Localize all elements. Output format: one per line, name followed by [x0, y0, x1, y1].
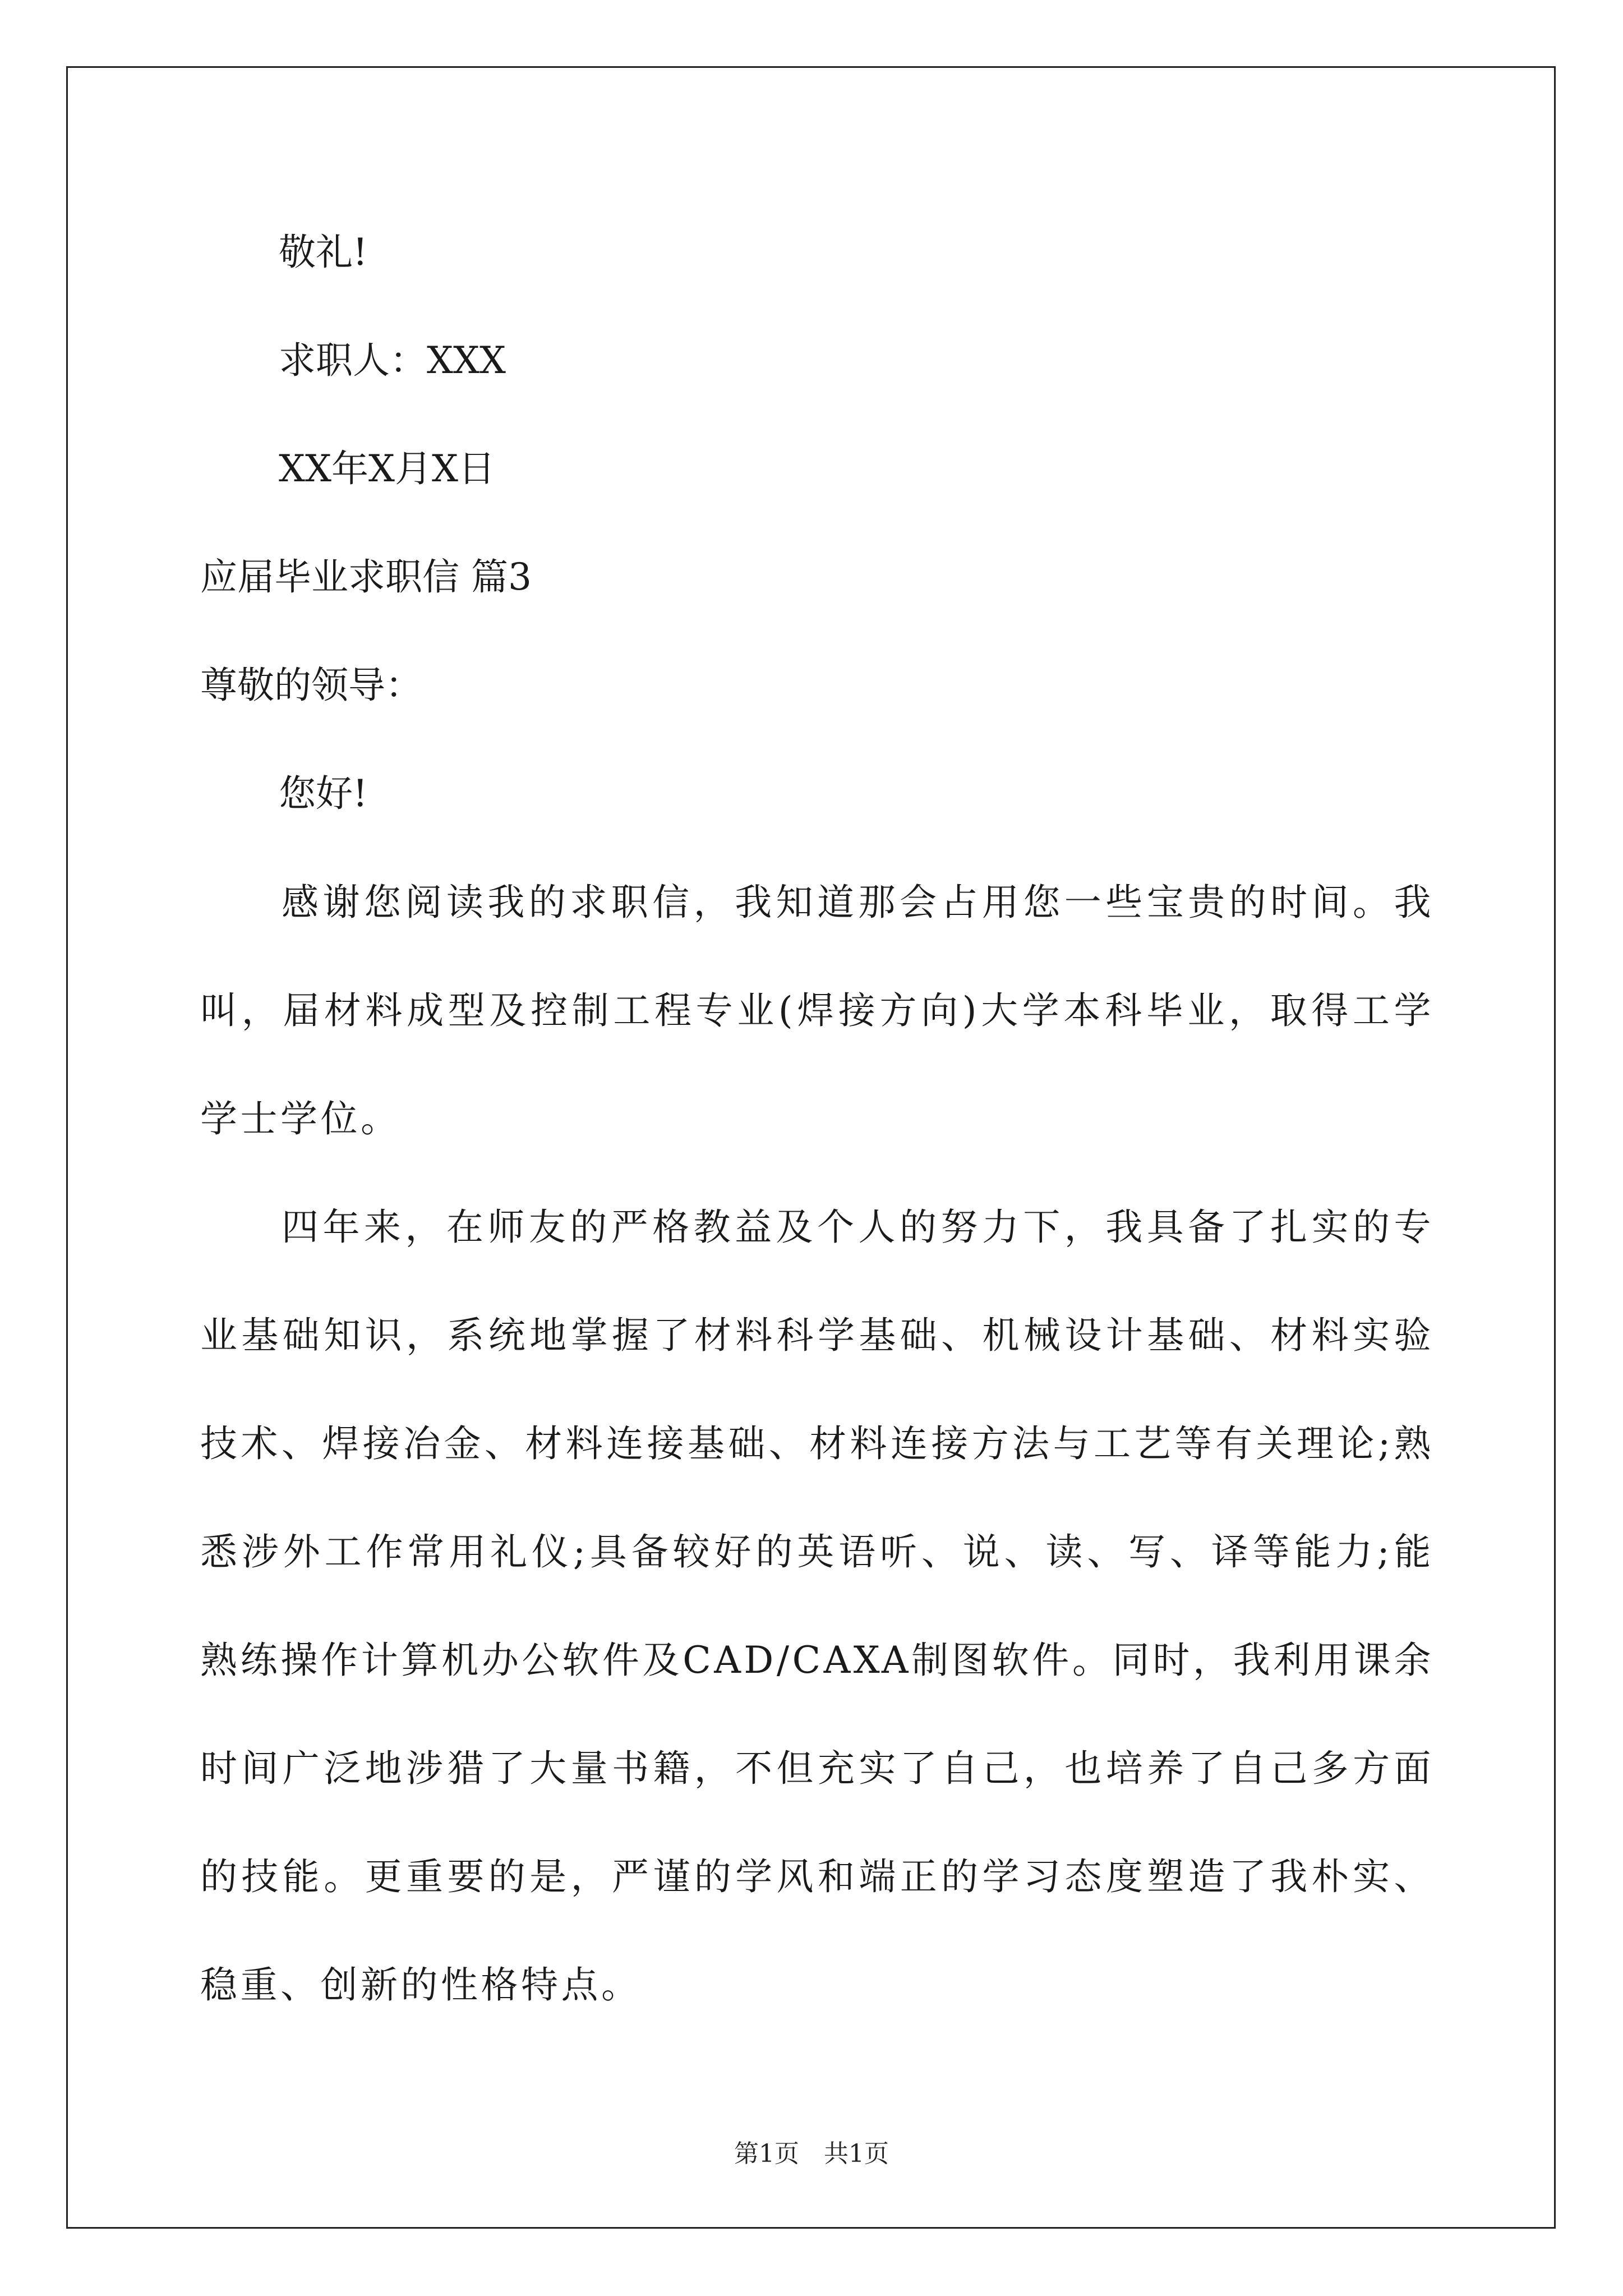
salutation-line: 尊敬的领导： [200, 664, 422, 707]
greeting-line: 您好! [279, 772, 368, 815]
paragraph-intro: 感谢您阅读我的求职信，我知道那会占用您一些宝贵的时间。我叫，届材料成型及控制工程专业(焊接方向)大学本科毕业，取得工学学士学位。 [200, 881, 1434, 1140]
section-title: 应届毕业求职信 篇3 [200, 555, 532, 599]
paragraph-background: 四年来，在师友的严格教益及个人的努力下，我具备了扎实的专业基础知识，系统地掌握了材料科学基础、机械设计基础、材料实验技术、焊接冶金、材料连接基础、材料连接方法与工艺等有关理论;熟悉涉外工作常用礼仪;具备较好的英语听、说、读、写、译等能力;能熟练操作计算机办公软件及CAD/CAXA制图软件。同时，我利用课余时间广泛地涉猎了大量书籍，不但充实了自己，也培养了自己多方面的技能。更重要的是，严谨的学风和端正的学习态度塑造了我朴实、稳重、创新的性格特点。 [200, 1205, 1434, 2007]
page-footer: 第1页 共1页 [734, 2139, 889, 2168]
signature-line: 求职人：XXX [279, 339, 506, 382]
closing-line: 敬礼! [279, 231, 368, 274]
date-line: XX年X月X日 [279, 447, 495, 490]
